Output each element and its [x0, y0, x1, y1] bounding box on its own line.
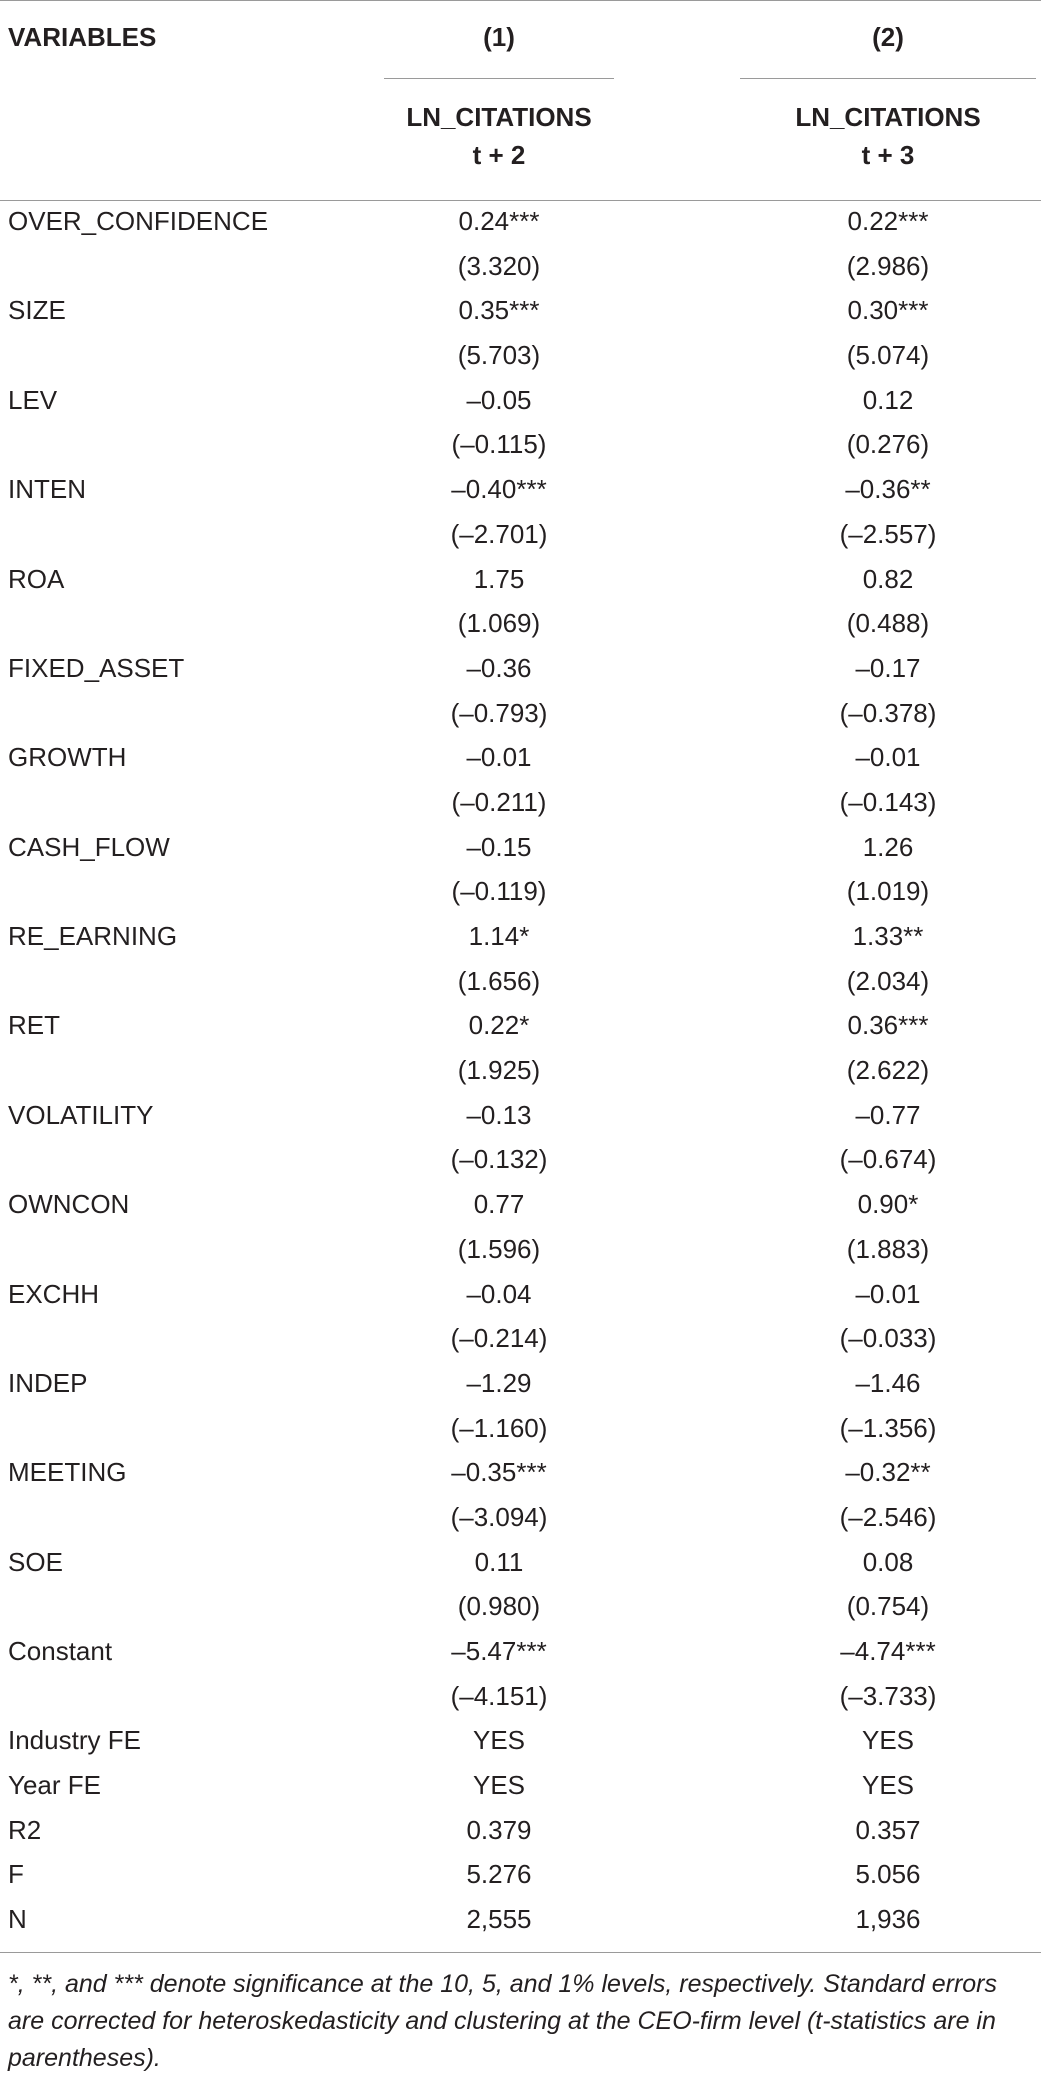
cell-column-2: YES [861, 1725, 915, 1756]
cell-column-2: 0.22*** [847, 206, 929, 236]
cell-column-1: (0.980) [457, 1591, 541, 1622]
header-column-1-dependent-horizon: t + 2 [472, 140, 526, 170]
table-row [0, 1584, 1041, 1629]
cell-column-1: 0.77 [473, 1189, 525, 1220]
cell-column-2: –4.74*** [840, 1636, 936, 1666]
row-label: SOE [8, 1546, 63, 1577]
row-label: RE_EARNING [8, 921, 178, 951]
table-row [0, 1182, 1041, 1227]
cell-column-1: –0.04 [466, 1278, 532, 1309]
table-row [0, 467, 1041, 512]
row-label: Industry FE [8, 1725, 141, 1756]
cell-column-2: –0.32** [845, 1457, 931, 1488]
table-row [0, 1361, 1041, 1406]
table-row [0, 1629, 1041, 1674]
cell-column-2: (–1.356) [839, 1412, 937, 1443]
cell-column-2: (2.986) [846, 250, 930, 281]
cell-column-1: –1.29 [466, 1367, 532, 1398]
cell-column-2: (0.754) [846, 1591, 930, 1622]
cell-column-1: YES [472, 1770, 526, 1801]
row-label: CASH_FLOW [8, 831, 170, 862]
table-bottom-rule [0, 1952, 1041, 1953]
cell-column-2: –0.01 [855, 1278, 921, 1309]
cell-column-2: 0.08 [862, 1546, 914, 1577]
table-row [0, 1852, 1041, 1897]
cell-column-1: (–0.119) [451, 876, 547, 907]
row-label: INTEN [8, 474, 86, 505]
row-label: OWNCON [8, 1189, 130, 1220]
cell-column-2: (–0.033) [839, 1323, 937, 1354]
cell-column-2: (2.622) [846, 1055, 930, 1086]
row-label: SIZE [8, 295, 66, 326]
row-label: Constant [8, 1636, 113, 1666]
header-column-2-dependent-name: LN_CITATIONS [795, 102, 981, 132]
table-row [0, 199, 1041, 244]
header-column-1-number: (1) [483, 22, 515, 52]
cell-column-2: –0.36** [845, 474, 931, 505]
table-row [0, 1808, 1041, 1853]
cell-column-2: (2.034) [846, 965, 930, 996]
row-label: Year FE [8, 1770, 101, 1801]
cell-column-1: –0.40*** [451, 474, 547, 505]
row-label: LEV [8, 384, 58, 415]
cell-column-1: (–0.211) [451, 786, 547, 817]
cell-column-1: –5.47*** [451, 1636, 547, 1666]
row-label: GROWTH [8, 742, 127, 773]
table-row [0, 1674, 1041, 1719]
cell-column-2: (–0.674) [839, 1144, 937, 1175]
cell-column-2: 0.82 [862, 563, 914, 594]
cell-column-1: (1.069) [457, 608, 541, 639]
cell-column-2: –0.17 [855, 652, 921, 683]
cell-column-1: (–0.214) [450, 1323, 548, 1354]
table-row [0, 1137, 1041, 1182]
header-column-2-number: (2) [872, 22, 904, 52]
table-row [0, 1048, 1041, 1093]
table-body [0, 199, 1041, 1942]
table-row [0, 557, 1041, 602]
cell-column-1: (–0.132) [450, 1144, 548, 1175]
cell-column-1: (–3.094) [450, 1501, 548, 1532]
row-label: N [8, 1904, 27, 1935]
cell-column-2: 1.33** [852, 921, 924, 951]
table-row [0, 914, 1041, 959]
header-variables: VARIABLES [8, 22, 157, 52]
cell-column-2: 1,936 [855, 1904, 921, 1935]
cell-column-2: 0.30*** [847, 295, 929, 326]
cell-column-1: 1.14* [468, 921, 530, 951]
table-row [0, 333, 1041, 378]
cell-column-1: 2,555 [466, 1904, 532, 1935]
row-label: VOLATILITY [8, 1099, 154, 1130]
table-row [0, 1003, 1041, 1048]
row-label: MEETING [8, 1457, 127, 1488]
cell-column-1: –0.15 [466, 831, 532, 862]
cell-column-1: YES [472, 1725, 526, 1756]
cell-column-1: –0.35*** [451, 1457, 547, 1488]
cell-column-1: (–0.115) [451, 429, 547, 460]
cell-column-2: (0.488) [846, 608, 930, 639]
cell-column-1: (5.703) [457, 340, 541, 371]
cell-column-2: (–3.733) [839, 1680, 937, 1711]
cell-column-2: (1.019) [846, 876, 930, 907]
row-label: ROA [8, 563, 65, 594]
table-row [0, 959, 1041, 1004]
cell-column-1: –0.13 [466, 1099, 532, 1130]
cell-column-1: (3.320) [457, 250, 541, 281]
table-row [0, 869, 1041, 914]
cell-column-1: (1.656) [457, 965, 541, 996]
table-row [0, 1316, 1041, 1361]
table-row [0, 1272, 1041, 1317]
row-label: R2 [8, 1814, 42, 1845]
table-row [0, 1495, 1041, 1540]
cell-column-2: 0.36*** [847, 1010, 929, 1041]
row-label: EXCHH [8, 1278, 100, 1309]
table-row [0, 1093, 1041, 1138]
column-1-header-rule [384, 78, 614, 79]
header-column-1-dependent-name: LN_CITATIONS [406, 102, 592, 132]
table-row [0, 1763, 1041, 1808]
cell-column-2: YES [861, 1770, 915, 1801]
table-row [0, 691, 1041, 736]
table-row [0, 646, 1041, 691]
cell-column-2: –1.46 [855, 1367, 921, 1398]
table-row [0, 1406, 1041, 1451]
cell-column-2: –0.01 [855, 742, 921, 773]
cell-column-2: (1.883) [846, 1233, 930, 1264]
table-row [0, 601, 1041, 646]
table-row [0, 244, 1041, 289]
header-column-1-dependent [384, 98, 614, 174]
cell-column-1: (1.596) [457, 1233, 541, 1264]
cell-column-2: 0.90* [857, 1189, 919, 1220]
table-row [0, 512, 1041, 557]
table-row [0, 1450, 1041, 1495]
cell-column-1: –0.05 [466, 384, 532, 415]
cell-column-1: 0.35*** [458, 295, 540, 326]
table-row [0, 735, 1041, 780]
row-label: OVER_CONFIDENCE [8, 206, 269, 236]
cell-column-1: –0.36 [466, 652, 532, 683]
cell-column-2: 0.12 [862, 384, 914, 415]
cell-column-1: (–4.151) [450, 1680, 548, 1711]
cell-column-2: –0.77 [855, 1099, 921, 1130]
cell-column-2: (5.074) [846, 340, 930, 371]
cell-column-2: 0.357 [855, 1814, 921, 1845]
cell-column-1: 5.276 [466, 1859, 532, 1890]
row-label: RET [8, 1010, 60, 1041]
table-row [0, 780, 1041, 825]
cell-column-1: (–0.793) [450, 697, 548, 728]
cell-column-1: 0.11 [474, 1546, 524, 1577]
cell-column-1: 0.379 [466, 1814, 532, 1845]
table-row [0, 422, 1041, 467]
table-row [0, 1718, 1041, 1763]
table-row [0, 378, 1041, 423]
cell-column-1: 0.24*** [458, 206, 540, 236]
cell-column-2: (0.276) [846, 429, 930, 460]
cell-column-2: 5.056 [855, 1859, 921, 1890]
column-2-header-rule [740, 78, 1036, 79]
cell-column-1: (–1.160) [450, 1412, 548, 1443]
row-label: INDEP [8, 1367, 88, 1398]
cell-column-2: (–0.378) [839, 697, 937, 728]
cell-column-2: (–2.546) [839, 1501, 937, 1532]
row-label: FIXED_ASSET [8, 652, 185, 683]
cell-column-2: (–0.143) [839, 786, 937, 817]
cell-column-2: (–2.557) [839, 518, 937, 549]
table-row [0, 1540, 1041, 1585]
table-row [0, 825, 1041, 870]
table-top-rule [0, 0, 1041, 1]
header-column-2-dependent-horizon: t + 3 [861, 140, 915, 170]
cell-column-1: (–2.701) [450, 518, 548, 549]
cell-column-1: 1.75 [473, 563, 525, 594]
table-row [0, 288, 1041, 333]
cell-column-1: 0.22* [468, 1010, 530, 1041]
table-footnote: *, **, and *** denote significance at the 10, 5, and 1% levels, respectively. Standard errors are corrected for heteroskedasticity and clustering at the CEO-firm level (t-statistics are in parentheses). [8, 1970, 998, 2072]
cell-column-1: (1.925) [457, 1055, 541, 1086]
table-row [0, 1227, 1041, 1272]
row-label: F [8, 1859, 24, 1890]
header-column-2-dependent [740, 98, 1036, 174]
cell-column-2: 1.26 [862, 831, 914, 862]
cell-column-1: –0.01 [466, 742, 532, 773]
table-row [0, 1897, 1041, 1942]
